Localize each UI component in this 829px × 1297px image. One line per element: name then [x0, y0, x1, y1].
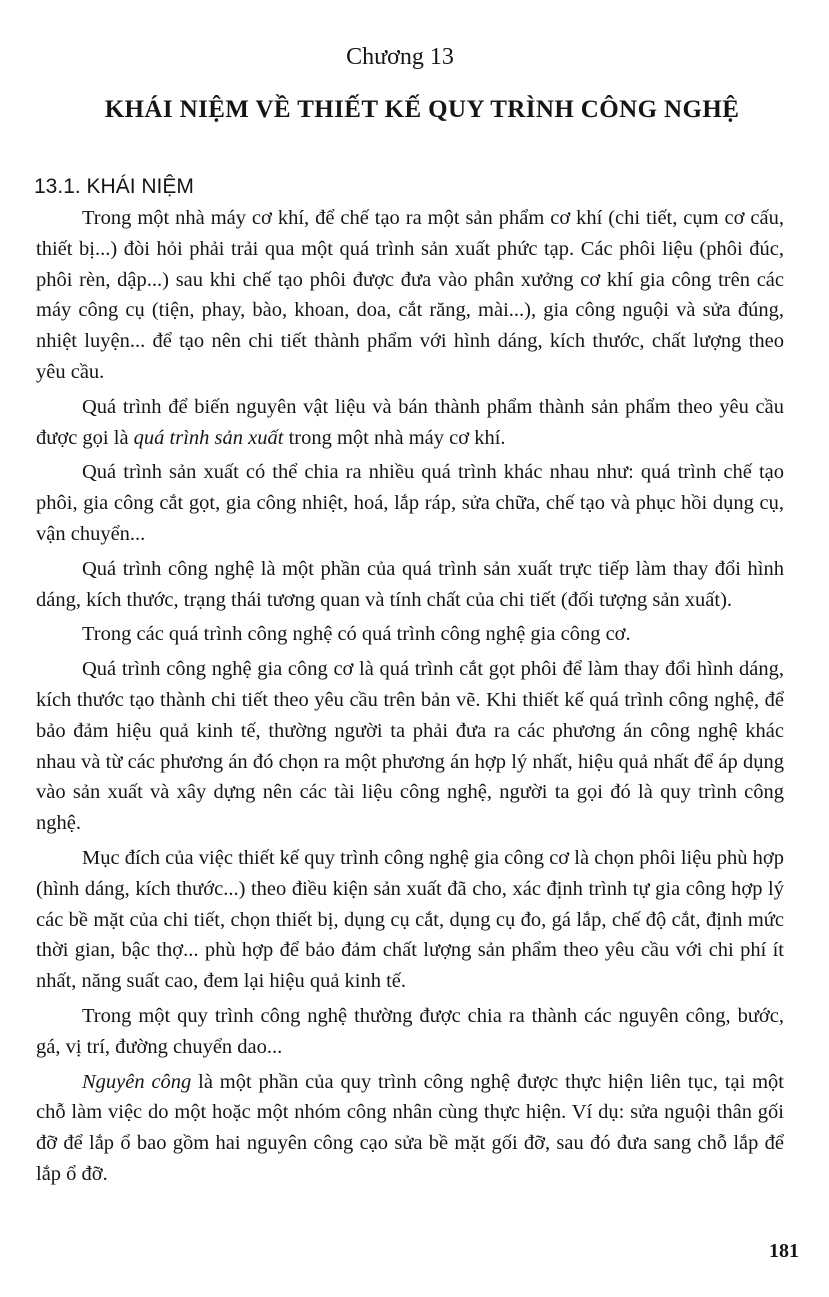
paragraph: Mục đích của việc thiết kế quy trình công nghệ gia công cơ là chọn phôi liệu phù hợp (hình dáng, kích thước...) theo điều kiện sản xuất đã cho, xác định trình tự gia công hợp lý các bề mặt của chi tiết, chọn thiết bị, dụng cụ cắt, dụng cụ đo, gá lắp, chế độ cắt, định mức thời gian, bậc thợ... phù hợp để bảo đảm chất lượng sản phẩm theo yêu cầu với chi phí ít nhất, năng suất cao, đem lại hiệu quả kinh tế. [36, 846, 784, 993]
paragraph: Trong một nhà máy cơ khí, để chế tạo ra một sản phẩm cơ khí (chi tiết, cụm cơ cấu, thiết bị...) đòi hỏi phải trải qua một quá trình sản xuất phức tạp. Các phôi liệu (phôi đúc, phôi rèn, dập...) sau khi chế tạo phôi được đưa vào phân xưởng cơ khí gia công trên các máy công cụ (tiện, phay, bào, khoan, doa, cắt răng, mài...), gia công nguội và sửa đúng, nhiệt luyện... để tạo nên chi tiết thành phẩm với hình dáng, kích thước, chất lượng theo yêu cầu. [36, 207, 784, 383]
chapter-heading: Chương 13 [346, 44, 454, 70]
paragraph [36, 1067, 784, 1190]
paragraph [36, 392, 784, 454]
italic-term: quá trình sản xuất [133, 426, 284, 449]
paragraph-text: Quá trình để biến nguyên vật liệu và bán thành phẩm thành sản phẩm theo yêu cầu được gọi là [36, 395, 784, 449]
paragraph: Quá trình công nghệ là một phần của quá trình sản xuất trực tiếp làm thay đổi hình dáng, kích thước, trạng thái tương quan và tính chất của chi tiết (đối tượng sản xuất). [36, 557, 784, 611]
page-number: 181 [769, 1240, 799, 1262]
chapter-title: KHÁI NIỆM VỀ THIẾT KẾ QUY TRÌNH CÔNG NGHỆ [104, 96, 740, 123]
paragraph: Trong một quy trình công nghệ thường được chia ra thành các nguyên công, bước, gá, vị trí, đường chuyển dao... [36, 1004, 784, 1058]
body-text [36, 203, 784, 1194]
paragraph: Quá trình sản xuất có thể chia ra nhiều quá trình khác nhau như: quá trình chế tạo phôi, gia công cắt gọt, gia công nhiệt, hoá, lắp ráp, sửa chữa, chế tạo và phục hồi dụng cụ, vận chuyển... [36, 461, 784, 545]
paragraph: Quá trình công nghệ gia công cơ là quá trình cắt gọt phôi để làm thay đổi hình dáng, kích thước tạo thành chi tiết theo yêu cầu trên bản vẽ. Khi thiết kế quá trình công nghệ, để bảo đảm hiệu quả kinh tế, thường người ta phải đưa ra các phương án công nghệ khác nhau và từ các phương án đó chọn ra một phương án hợp lý nhất, hiệu quả nhất để áp dụng vào sản xuất và xây dựng nên các tài liệu công nghệ, người ta gọi đó là quy trình công nghệ. [36, 658, 784, 835]
paragraph: Trong các quá trình công nghệ có quá trình công nghệ gia công cơ. [82, 623, 631, 646]
paragraph-text: trong một nhà máy cơ khí. [283, 426, 506, 449]
italic-term: Nguyên công [82, 1070, 192, 1093]
paragraph-text: là một phần của quy trình công nghệ được thực hiện liên tục, tại một chỗ làm việc do một hoặc một nhóm công nhân cùng thực hiện. Ví dụ: sửa nguội thân gối đỡ để lắp ổ bao gồm hai nguyên công cạo sửa bề mặt gối đỡ, sau đó đưa sang chỗ lắp để lắp ổ đỡ. [36, 1070, 784, 1185]
section-heading: 13.1. KHÁI NIỆM [34, 175, 194, 198]
